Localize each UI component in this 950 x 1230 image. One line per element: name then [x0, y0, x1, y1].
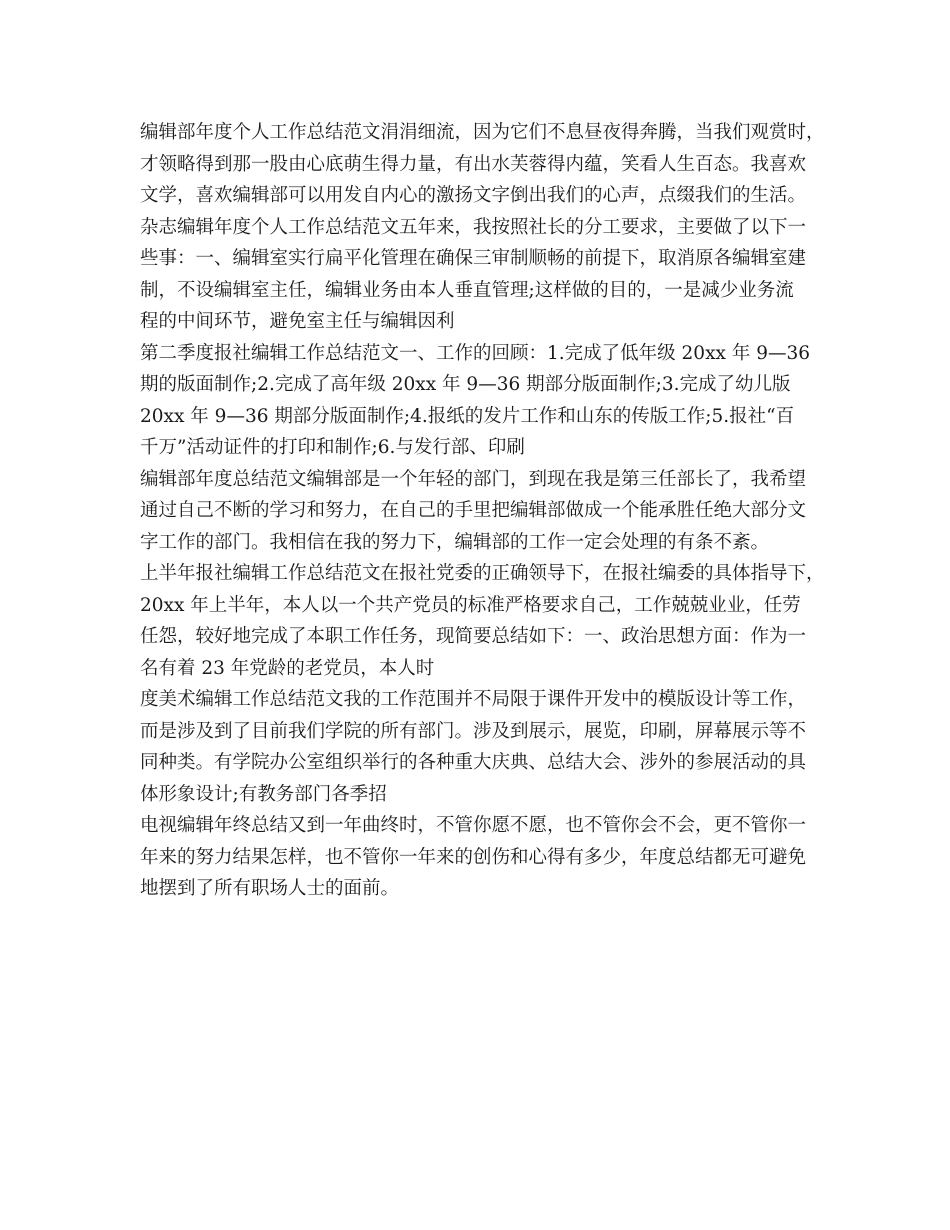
text-line: 程的中间环节，避免室主任与编辑因利: [140, 311, 455, 332]
text-line: 通过自己不断的学习和努力，在自己的手里把编辑部做成一个能承胜任绝大部分文: [140, 500, 807, 521]
text-line: 杂志编辑年度个人工作总结范文五年来，我按照社长的分工要求，主要做了以下一: [140, 216, 807, 238]
text-line: 名有着 23 年党龄的老党员，本人时: [140, 657, 435, 679]
text-line: 上半年报社编辑工作总结范文在报社党委的正确领导下，在报社编委的具体指导下，: [140, 563, 825, 584]
text-line: 度美术编辑工作总结范文我的工作范围并不局限于课件开发中的模版设计等工作，: [140, 689, 807, 710]
text-line: 才领略得到那一股由心底萌生得力量，有出水芙蓉得内蕴，笑看人生百态。我喜欢: [140, 153, 807, 175]
text-line: 些事：一、编辑室实行扁平化管理在确保三审制顺畅的前提下，取消原各编辑室建: [140, 248, 807, 269]
text-line: 年来的努力结果怎样，也不管你一年来的创伤和心得有多少，年度总结都无可避免: [140, 846, 807, 868]
text-line: 制，不设编辑室主任，编辑业务由本人垂直管理;这样做的目的，一是减少业务流: [140, 279, 794, 301]
text-line: 电视编辑年终总结又到一年曲终时，不管你愿不愿，也不管你会不会，更不管你一: [140, 815, 807, 836]
text-line: 体形象设计;有教务部门各季招: [140, 783, 387, 805]
text-line: 任怨，较好地完成了本职工作任务，现简要总结如下：一、政治思想方面：作为一: [140, 626, 807, 647]
text-line: 第二季度报社编辑工作总结范文一、工作的回顾：1.完成了低年级 20xx 年 9—36: [140, 342, 811, 364]
text-line: 而是涉及到了目前我们学院的所有部门。涉及到展示，展览，印刷，屏幕展示等不: [140, 720, 807, 742]
text-line: 字工作的部门。我相信在我的努力下，编辑部的工作一定会处理的有条不紊。: [140, 531, 770, 553]
document-body: [140, 117, 840, 905]
text-line: 千万”活动证件的打印和制作;6.与发行部、印刷: [140, 437, 525, 458]
text-line: 同种类。有学院办公室组织举行的各种重大庆典、总结大会、涉外的参展活动的具: [140, 752, 807, 773]
text-line: 编辑部年度个人工作总结范文涓涓细流，因为它们不息昼夜得奔腾，当我们观赏时，: [140, 122, 825, 143]
text-line: 编辑部年度总结范文编辑部是一个年轻的部门，到现在我是第三任部长了，我希望: [140, 468, 807, 490]
text-line: 期的版面制作;2.完成了高年级 20xx 年 9—36 期部分版面制作;3.完成了幼儿版: [140, 374, 791, 395]
text-line: 20xx 年 9—36 期部分版面制作;4.报纸的发片工作和山东的传版工作;5.报社“百: [140, 405, 795, 427]
text-line: 地摆到了所有职场人士的面前。: [140, 878, 400, 899]
text-line: 文学，喜欢编辑部可以用发自内心的激扬文字倒出我们的心声，点缀我们的生活。: [140, 185, 807, 206]
text-line: 20xx 年上半年，本人以一个共产党员的标准严格要求自己，工作兢兢业业，任劳: [140, 594, 801, 616]
